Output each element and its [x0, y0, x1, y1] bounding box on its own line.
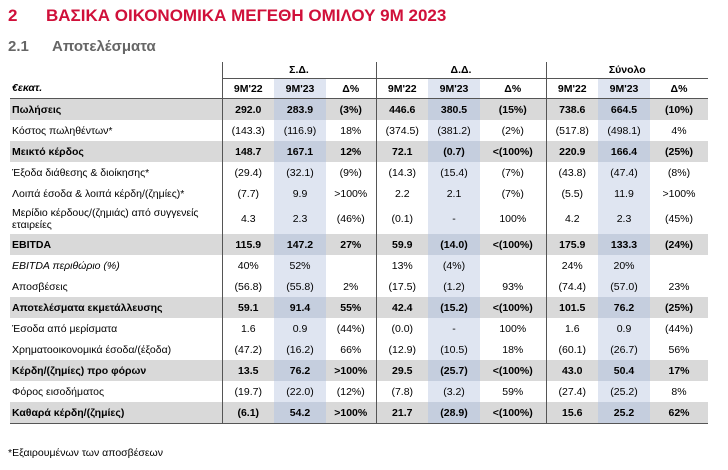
section-title: ΒΑΣΙΚΑ ΟΙΚΟΝΟΜΙΚΑ ΜΕΓΕΘΗ ΟΜΙΛΟΥ 9Μ 2023 [46, 6, 447, 25]
table-row [10, 360, 708, 381]
table-cell: >100% [326, 402, 376, 424]
subsection-number: 2.1 [8, 38, 29, 55]
table-cell: (6.1) [222, 402, 274, 424]
table-cell: (14.3) [376, 162, 428, 183]
table-cell: (3%) [326, 99, 376, 121]
row-label: Μεικτό κέρδος [10, 141, 222, 162]
table-cell: 15.6 [546, 402, 598, 424]
row-label: Κόστος πωληθέντων* [12, 124, 113, 137]
table-cell: 59.1 [222, 297, 274, 318]
table-cell: (3.2) [428, 381, 480, 402]
table-cell: >100% [334, 187, 368, 200]
table-cell: 1.6 [546, 318, 598, 339]
section-number: 2 [8, 6, 18, 25]
table-cell: (15.4) [428, 162, 480, 183]
table-cell: (26.7) [598, 339, 650, 360]
table-row [10, 318, 708, 339]
table-cell: (0.7) [428, 141, 480, 162]
column-header: 9M'22 [376, 79, 428, 99]
table-cell: (22.0) [274, 381, 326, 402]
table-cell: 0.9 [274, 318, 326, 339]
table-cell: (15.2) [428, 297, 480, 318]
table-cell: 23% [668, 280, 690, 293]
table-cell: <(100%) [480, 297, 546, 318]
table-cell: (45%) [664, 213, 693, 225]
table-row [10, 99, 708, 121]
table-row [10, 255, 708, 276]
group-header-row [10, 62, 708, 79]
table-cell: (7.7) [222, 183, 274, 204]
table-cell: (143.3) [222, 120, 274, 141]
row-label: EBITDA περιθώριο (%) [12, 259, 120, 272]
group-header: Δ.Δ. [376, 62, 546, 79]
column-header: Δ% [480, 79, 546, 99]
table-cell: 2.2 [376, 183, 428, 204]
table-cell: 664.5 [598, 99, 650, 121]
table-cell: (44%) [336, 322, 365, 335]
table-cell: >100% [326, 360, 376, 381]
table-cell: 56% [668, 343, 690, 356]
table-cell: (25%) [650, 297, 708, 318]
table-cell: (15%) [480, 99, 546, 121]
table-cell: 72.1 [376, 141, 428, 162]
table-cell [480, 255, 546, 276]
table-cell: 8% [671, 385, 687, 398]
group-header: Σ.Δ. [222, 62, 376, 79]
table-cell: 66% [340, 343, 362, 356]
table-cell: (43.8) [546, 162, 598, 183]
table-cell: 738.6 [546, 99, 598, 121]
table-cell: 283.9 [274, 99, 326, 121]
table-cell: 52% [274, 255, 326, 276]
column-header: 9M'23 [274, 79, 326, 99]
table-cell: 20% [598, 255, 650, 276]
table-cell: (498.1) [598, 120, 650, 141]
table-cell: 40% [222, 255, 274, 276]
row-label: Έξοδα διάθεσης & διοίκησης* [12, 166, 150, 179]
table-cell: 59.9 [376, 234, 428, 255]
unit-label: €εκατ. [10, 79, 222, 99]
table-cell: (5.5) [546, 183, 598, 204]
table-cell: 76.2 [598, 297, 650, 318]
section-heading [8, 6, 446, 26]
table-cell: <(100%) [480, 234, 546, 255]
column-header: 9M'23 [428, 79, 480, 99]
table-cell: (47.2) [222, 339, 274, 360]
table-cell: 18% [502, 343, 524, 356]
column-header: Δ% [326, 79, 376, 99]
row-label: Μερίδιο κέρδους/(ζημιάς) από συγγενείς εταιρείες [12, 207, 199, 231]
table-cell: <(100%) [480, 360, 546, 381]
table-cell: 2% [343, 280, 359, 293]
table-cell: (2%) [501, 124, 524, 137]
table-cell: 91.4 [274, 297, 326, 318]
table-row [10, 204, 708, 234]
table-cell: (55.8) [274, 276, 326, 297]
table-cell: (381.2) [428, 120, 480, 141]
table-cell: 101.5 [546, 297, 598, 318]
row-label: Πωλήσεις [10, 99, 222, 121]
table-cell: (16.2) [274, 339, 326, 360]
table-cell: (517.8) [546, 120, 598, 141]
footnote: *Εξαιρουμένων των αποσβέσεων [8, 447, 163, 459]
table-cell: (1.2) [428, 276, 480, 297]
table-cell: (46%) [336, 213, 365, 225]
table-cell: 133.3 [598, 234, 650, 255]
table-cell: 11.9 [598, 183, 650, 204]
table-cell: (7%) [501, 166, 524, 179]
table-row [10, 234, 708, 255]
table-row [10, 141, 708, 162]
table-cell: 25.2 [598, 402, 650, 424]
table-row [10, 120, 708, 141]
table-cell: - [428, 318, 480, 339]
table-cell: (74.4) [546, 276, 598, 297]
table-cell: 17% [650, 360, 708, 381]
table-row [10, 297, 708, 318]
table-cell: 100% [499, 213, 527, 225]
table-body [10, 99, 708, 424]
row-label: Χρηματοοικονομικά έσοδα/(έξοδα) [12, 343, 172, 356]
table-cell: 62% [650, 402, 708, 424]
column-header: 9M'22 [222, 79, 274, 99]
table-cell: 54.2 [274, 402, 326, 424]
table-cell: 115.9 [222, 234, 274, 255]
row-label: Αποτελέσματα εκμετάλλευσης [10, 297, 222, 318]
table-cell: >100% [662, 187, 696, 200]
table-cell: (4%) [428, 255, 480, 276]
column-header: Δ% [650, 79, 708, 99]
row-label: Αποσβέσεις [12, 280, 68, 293]
table-cell: (29.4) [222, 162, 274, 183]
table-cell: 4.3 [222, 204, 274, 234]
table-cell: (116.9) [274, 120, 326, 141]
table-cell: 42.4 [376, 297, 428, 318]
column-header-row [10, 79, 708, 99]
table-cell: 167.1 [274, 141, 326, 162]
table-cell: (44%) [664, 322, 693, 335]
table-cell: 43.0 [546, 360, 598, 381]
table-cell [650, 255, 708, 276]
row-label: Κέρδη/(ζημίες) προ φόρων [10, 360, 222, 381]
table-cell: (12%) [336, 385, 365, 398]
row-label: Έσοδα από μερίσματα [12, 322, 118, 335]
table-cell: 21.7 [376, 402, 428, 424]
table-cell: 2.3 [598, 204, 650, 234]
table-cell: 76.2 [274, 360, 326, 381]
table-cell: 4.2 [546, 204, 598, 234]
table-cell: (8%) [667, 166, 691, 179]
table-cell: (374.5) [376, 120, 428, 141]
table-row [10, 339, 708, 360]
table-cell: 12% [326, 141, 376, 162]
table-cell: 292.0 [222, 99, 274, 121]
table-cell: (7%) [501, 187, 524, 200]
table-cell: 24% [546, 255, 598, 276]
table-cell: 220.9 [546, 141, 598, 162]
row-label: Λοιπά έσοδα & λοιπά κέρδη/(ζημίες)* [12, 187, 185, 200]
table-cell: 59% [502, 385, 524, 398]
table-cell: (7.8) [376, 381, 428, 402]
table-cell: 2.1 [428, 183, 480, 204]
table-cell: (0.0) [376, 318, 428, 339]
column-header: 9M'22 [546, 79, 598, 99]
table-cell: 0.9 [598, 318, 650, 339]
table-cell: 93% [502, 280, 524, 293]
row-label: EBITDA [10, 234, 222, 255]
table-cell: (28.9) [428, 402, 480, 424]
table-cell: (60.1) [546, 339, 598, 360]
table-cell: 166.4 [598, 141, 650, 162]
row-label: Καθαρά κέρδη/(ζημίες) [10, 402, 222, 424]
table-row [10, 402, 708, 424]
table-cell: 175.9 [546, 234, 598, 255]
table-cell: 27% [326, 234, 376, 255]
table-cell: 50.4 [598, 360, 650, 381]
table-cell: (10.5) [428, 339, 480, 360]
table-cell: (9%) [339, 166, 362, 179]
table-cell: (19.7) [222, 381, 274, 402]
column-header: 9M'23 [598, 79, 650, 99]
table-cell: (32.1) [274, 162, 326, 183]
table-cell: (56.8) [222, 276, 274, 297]
table-cell: 147.2 [274, 234, 326, 255]
table-cell: 2.3 [274, 204, 326, 234]
table-cell: 55% [326, 297, 376, 318]
table-cell: - [428, 204, 480, 234]
table-cell: (25.7) [428, 360, 480, 381]
table-cell: <(100%) [480, 141, 546, 162]
table-cell: (47.4) [598, 162, 650, 183]
table-cell: 148.7 [222, 141, 274, 162]
table-cell: (57.0) [598, 276, 650, 297]
table-cell: 18% [340, 124, 362, 137]
subsection-heading [8, 38, 156, 55]
table-cell: 29.5 [376, 360, 428, 381]
results-table [10, 62, 708, 424]
table-cell: 13% [376, 255, 428, 276]
table-cell: (25.2) [598, 381, 650, 402]
table-row [10, 381, 708, 402]
table-cell: (12.9) [376, 339, 428, 360]
table-cell: (17.5) [376, 276, 428, 297]
row-label: Φόρος εισοδήματος [12, 385, 105, 398]
table-cell: 446.6 [376, 99, 428, 121]
table-cell: 13.5 [222, 360, 274, 381]
table-row [10, 276, 708, 297]
table-cell: (24%) [650, 234, 708, 255]
table-cell: (0.1) [376, 204, 428, 234]
table-cell: 100% [499, 322, 527, 335]
table-cell: 380.5 [428, 99, 480, 121]
table-row [10, 183, 708, 204]
group-header: Σύνολο [546, 62, 708, 79]
table-cell: (27.4) [546, 381, 598, 402]
table-cell: 9.9 [274, 183, 326, 204]
table-cell: <(100%) [480, 402, 546, 424]
table-cell: (25%) [650, 141, 708, 162]
table-cell: (14.0) [428, 234, 480, 255]
table-row [10, 162, 708, 183]
subsection-title: Αποτελέσματα [52, 38, 156, 55]
table-cell: 4% [671, 124, 687, 137]
table-cell: (10%) [650, 99, 708, 121]
table-cell: 1.6 [222, 318, 274, 339]
table-cell [326, 255, 376, 276]
